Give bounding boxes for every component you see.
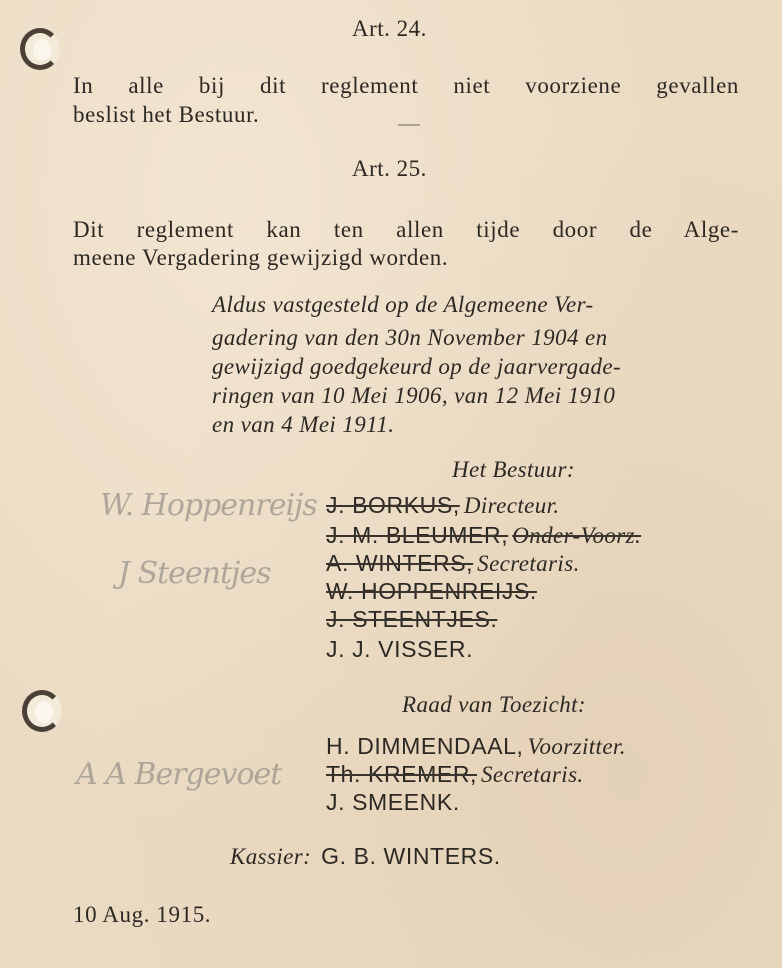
bestuur-member-5 (326, 606, 497, 633)
bestuur-member-1 (326, 492, 560, 519)
member-name: W. HOPPENREIJS. (326, 578, 537, 604)
adopted-line-2: gadering van den 30n November 1904 en (212, 325, 608, 350)
kassier-name: G. B. WINTERS. (321, 843, 501, 869)
art25-heading: Art. 25. (352, 156, 427, 181)
adopted-line-3: gewijzigd goedgekeurd op de jaarvergade- (212, 354, 622, 379)
member-name: Th. KREMER, (326, 761, 478, 787)
member-name: J. BORKUS, (326, 492, 460, 518)
art24-line-1: In alle bij dit reglement niet voorziene gevallen (73, 73, 739, 98)
signature-hoppenreijs: W. Hoppenreijs (100, 488, 317, 523)
member-role: Onder-Voorz. (512, 523, 642, 548)
kassier-line (230, 843, 501, 870)
kassier-label: Kassier: (230, 844, 312, 869)
member-name: J. J. VISSER. (326, 636, 474, 662)
toezicht-member-2 (326, 761, 584, 788)
document-date: 10 Aug. 1915. (73, 902, 212, 927)
stray-mark (398, 124, 420, 126)
member-role: Directeur. (463, 493, 560, 518)
bestuur-member-6 (326, 636, 473, 663)
punch-hole-top (20, 28, 60, 70)
art24-line-2: beslist het Bestuur. (73, 102, 260, 127)
member-role: Secretaris. (481, 762, 584, 787)
bestuur-member-4 (326, 578, 537, 605)
member-name: J. SMEENK. (326, 789, 460, 815)
member-name: H. DIMMENDAAL, (326, 733, 524, 759)
toezicht-member-1 (326, 733, 626, 760)
member-name: J. M. BLEUMER, (326, 522, 509, 548)
adopted-line-1: Aldus vastgesteld op de Algemeene Ver- (212, 292, 594, 317)
toezicht-member-3 (326, 789, 460, 816)
member-role: Secretaris. (477, 551, 580, 576)
signature-bergevoet: A A Bergevoet (76, 757, 282, 792)
member-name: A. WINTERS, (326, 550, 474, 576)
art25-line-1: Dit reglement kan ten allen tijde door de Alge- (73, 217, 739, 242)
punch-hole-bottom (22, 690, 62, 732)
member-name: J. STEENTJES. (326, 606, 498, 632)
toezicht-heading: Raad van Toezicht: (402, 692, 586, 717)
art25-line-2: meene Vergadering gewijzigd worden. (73, 245, 449, 270)
member-role: Voorzitter. (527, 734, 626, 759)
adopted-line-4: ringen van 10 Mei 1906, van 12 Mei 1910 (212, 383, 616, 408)
signature-steentjes: J Steentjes (118, 556, 271, 591)
adopted-line-5: en van 4 Mei 1911. (212, 412, 395, 437)
bestuur-member-2 (326, 522, 641, 549)
art24-heading: Art. 24. (352, 16, 427, 41)
bestuur-heading: Het Bestuur: (452, 457, 575, 482)
bestuur-member-3 (326, 550, 580, 577)
